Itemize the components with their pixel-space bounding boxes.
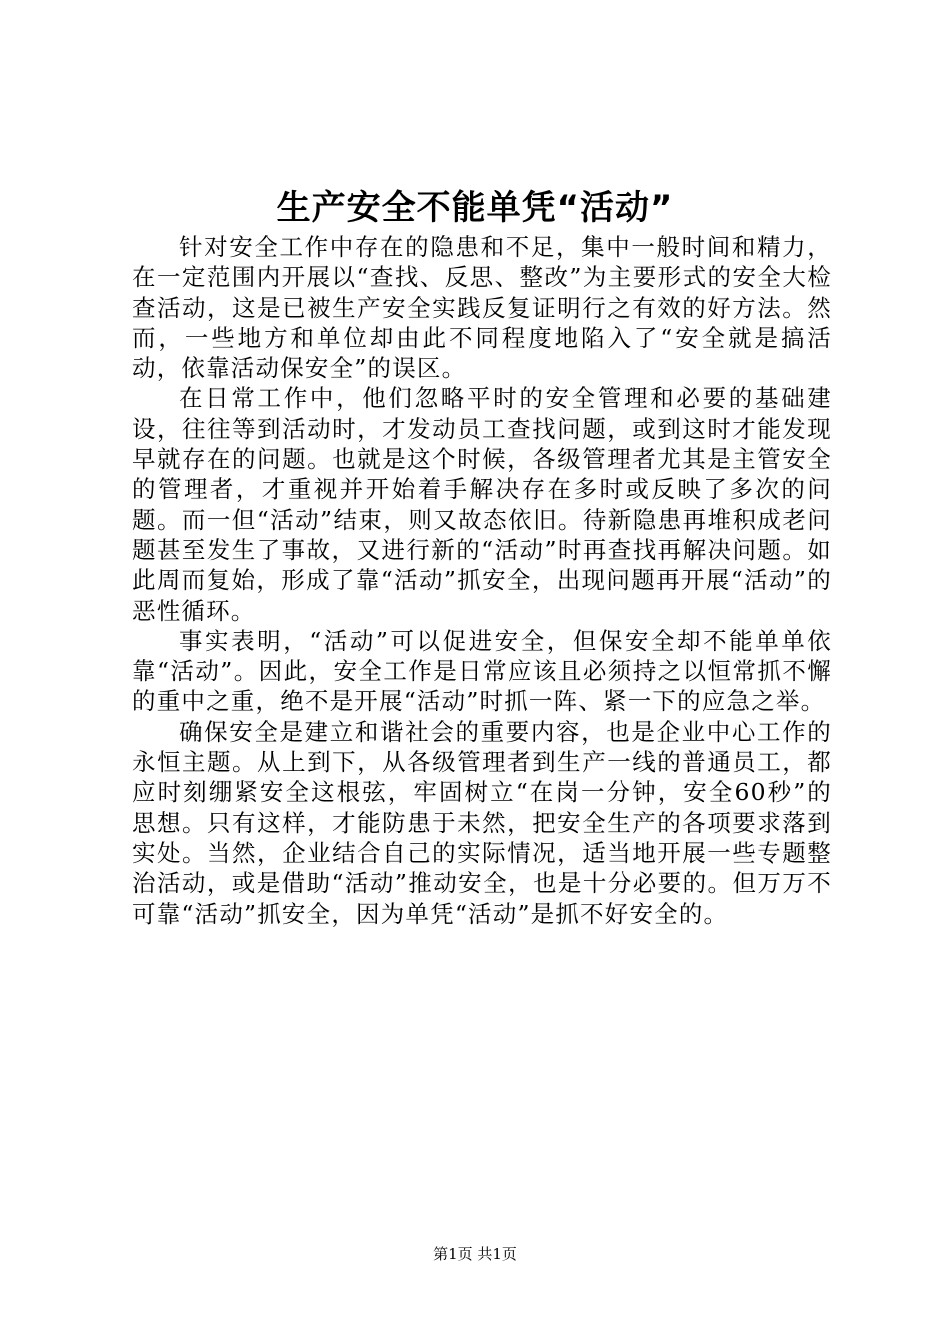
paragraph-1: 针对安全工作中存在的隐患和不足，集中一般时间和精力，在一定范围内开展以“查找、反思、整改”为主要形式的安全大检查活动，这是已被生产安全实践反复证明行之有效的好方法。然而，一些地方和单位却由此不同程度地陷入了“安全就是搞活动，依靠活动保安全”的误区。 <box>132 233 832 383</box>
document-title: 生产安全不能单凭“活动” <box>276 188 674 228</box>
paragraph-2: 在日常工作中，他们忽略平时的安全管理和必要的基础建设，往往等到活动时，才发动员工查找问题，或到这时才能发现早就存在的问题。也就是这个时候，各级管理者尤其是主管安全的管理者，才重视并开始着手解决存在多时或反映了多次的问题。而一但“活动”结束，则又故态依旧。待新隐患再堆积成老问题甚至发生了事故，又进行新的“活动”时再查找再解决问题。如此周而复始，形成了靠“活动”抓安全，出现问题再开展“活动”的恶性循环。 <box>132 384 832 625</box>
document-body <box>132 232 832 929</box>
paragraph-4: 确保安全是建立和谐社会的重要内容，也是企业中心工作的永恒主题。从上到下，从各级管理者到生产一线的普通员工，都应时刻绷紧安全这根弦，牢固树立“在岗一分钟，安全60秒”的思想。只有这样，才能防患于未然，把安全生产的各项要求落到实处。当然，企业结合自己的实际情况，适当地开展一些专题整治活动，或是借助“活动”推动安全，也是十分必要的。但万万不可靠“活动”抓安全，因为单凭“活动”是抓不好安全的。 <box>132 717 832 928</box>
page-footer: 第1页 共1页 <box>433 1245 517 1263</box>
paragraph-3: 事实表明，“活动”可以促进安全，但保安全却不能单单依靠“活动”。因此，安全工作是日常应该且必须持之以恒常抓不懈的重中之重，绝不是开展“活动”时抓一阵、紧一下的应急之举。 <box>132 626 832 716</box>
